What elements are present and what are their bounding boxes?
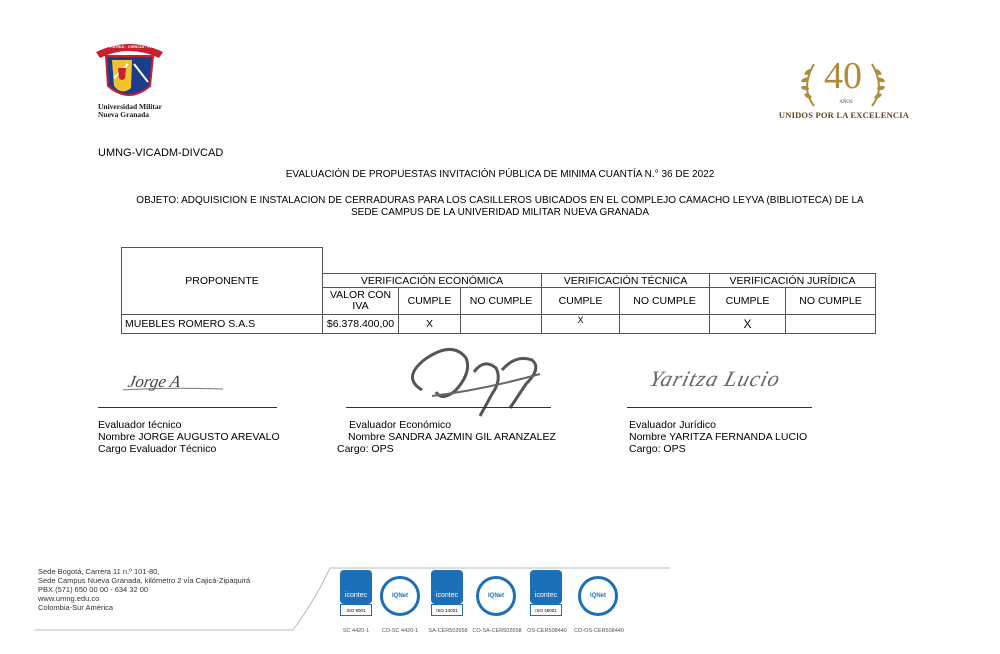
economica-header: VERIFICACIÓN ECONÓMICA — [323, 274, 542, 288]
jur-no-cumple-header: NO CUMPLE — [786, 288, 876, 315]
cert-code-1: SC 4420-1 — [342, 628, 370, 634]
signature-tecnico: Jorge A — [126, 372, 183, 391]
valor-cell: $6.378.400,00 — [323, 315, 399, 334]
juridica-header: VERIFICACIÓN JURÍDICA — [710, 274, 876, 288]
address-line2: Sede Campus Nueva Granada, kilómetro 2 vía Cajicá-Zipaquirá — [38, 576, 251, 585]
cert-icontec-label-1: icontec — [340, 570, 372, 604]
document-title: EVALUACIÓN DE PROPUESTAS INVITACIÓN PÚBLICA DE MINIMA CUANTÍA N.° 36 DE 2022 — [285, 169, 715, 180]
juridico-name: Nombre YARITZA FERNANDA LUCIO — [629, 431, 808, 443]
document-objeto — [95, 195, 905, 219]
signature-underline-tecnico — [118, 384, 228, 394]
cert-code-4: CO-SA-CER502658 — [472, 628, 522, 634]
cert-iso-45001: ISO 45001 — [530, 604, 562, 616]
tecnico-role: Evaluador técnico — [98, 419, 182, 431]
evaluator-tecnico — [98, 419, 280, 455]
signature-line-juridico — [627, 407, 812, 408]
tecnico-cargo: Cargo Evaluador Técnico — [98, 443, 217, 455]
anniversary-number: 40 — [824, 55, 862, 97]
economico-cargo: Cargo: OPS — [337, 443, 394, 455]
table-top-row — [122, 248, 876, 274]
cert-iqnet-3 — [578, 576, 614, 630]
signature-juridico: Yaritza Lucio — [646, 366, 784, 391]
objeto-line2: SEDE CAMPUS DE LA UNIVERIDAD MILITAR NUEVA GRANADA — [350, 207, 650, 218]
proponente-header: PROPONENTE — [122, 248, 323, 315]
address-line1: Sede Bogotá, Carrera 11 n.º 101-80, — [38, 567, 160, 576]
phone: PBX (571) 650 00 00 - 634 32 00 — [38, 585, 149, 594]
document-code: UMNG-VICADM-DIVCAD — [98, 147, 224, 159]
economico-name: Nombre SANDRA JAZMIN GIL ARANZALEZ — [348, 431, 556, 443]
jur-no-cumple-cell — [786, 315, 876, 334]
eco-no-cumple-cell — [461, 315, 542, 334]
cert-icontec-45001 — [530, 570, 566, 624]
jur-cumple-cell: X — [710, 315, 786, 334]
anniversary-tagline: UNIDOS POR LA EXCELENCIA — [778, 110, 910, 120]
evaluation-table — [121, 247, 876, 334]
cert-icontec-label-2: icontec — [431, 570, 463, 604]
juridico-role: Evaluador Jurídico — [629, 419, 716, 431]
signature-line-economico — [346, 407, 551, 408]
website-link[interactable]: www.umng.edu.co — [38, 594, 100, 603]
signature-line-tecnico — [98, 407, 277, 408]
tec-no-cumple-cell — [620, 315, 710, 334]
economico-role: Evaluador Económico — [349, 419, 452, 431]
cert-icontec-14001 — [431, 570, 467, 624]
eco-cumple-header: CUMPLE — [399, 288, 461, 315]
valor-header: VALOR CON IVA — [323, 288, 399, 315]
tecnica-header: VERIFICACIÓN TÉCNICA — [542, 274, 710, 288]
iqnet-seal-3: IQNet — [578, 576, 618, 616]
iqnet-seal-1: IQNet — [380, 576, 420, 616]
eco-cumple-cell: X — [399, 315, 461, 334]
jur-cumple-header: CUMPLE — [710, 288, 786, 315]
university-name-line1: Universidad Militar — [98, 102, 162, 111]
cert-code-3: SA-CER502658 — [428, 628, 468, 634]
cert-icontec-9001 — [340, 570, 376, 624]
cert-code-6: CO-OS-CER508440 — [574, 628, 624, 634]
objeto-line1: OBJETO: ADQUISICION E INSTALACION DE CERRADURAS PARA LOS CASILLEROS UBICADOS EN EL COMPLEJO CAMACHO LEYVA (BIBLIOTECA) DE LA — [136, 195, 864, 206]
university-name — [98, 103, 162, 119]
cert-iqnet-2 — [476, 576, 512, 630]
tec-cumple-cell: X — [542, 315, 620, 334]
cert-code-5: OS-CER508440 — [527, 628, 567, 634]
cert-iqnet-1 — [380, 576, 416, 630]
table-row — [122, 315, 876, 334]
proponente-cell: MUEBLES ROMERO S.A.S — [122, 315, 323, 334]
cert-iso-14001: ISO 14001 — [431, 604, 463, 616]
cert-iso-9001: ISO 9001 — [340, 604, 372, 616]
eco-no-cumple-header: NO CUMPLE — [461, 288, 542, 315]
tec-no-cumple-header: NO CUMPLE — [620, 288, 710, 315]
evaluator-economico — [337, 419, 556, 455]
juridico-cargo: Cargo: OPS — [629, 443, 686, 455]
anniversary-years: AÑOS — [839, 100, 853, 105]
cert-icontec-label-3: icontec — [530, 570, 562, 604]
signature-economico — [392, 338, 552, 418]
cert-code-2: CO-SC 4420-1 — [381, 628, 419, 634]
university-name-line2: Nueva Granada — [98, 110, 150, 119]
crest-motto: PATRIA · CIENCIA · FAMILIA — [110, 44, 164, 49]
country: Colombia-Sur América — [38, 603, 114, 612]
iqnet-seal-2: IQNet — [476, 576, 516, 616]
tecnico-name: Nombre JORGE AUGUSTO AREVALO — [98, 431, 280, 443]
table-blank-header — [323, 248, 876, 274]
tec-cumple-header: CUMPLE — [542, 288, 620, 315]
evaluator-juridico — [629, 419, 807, 455]
